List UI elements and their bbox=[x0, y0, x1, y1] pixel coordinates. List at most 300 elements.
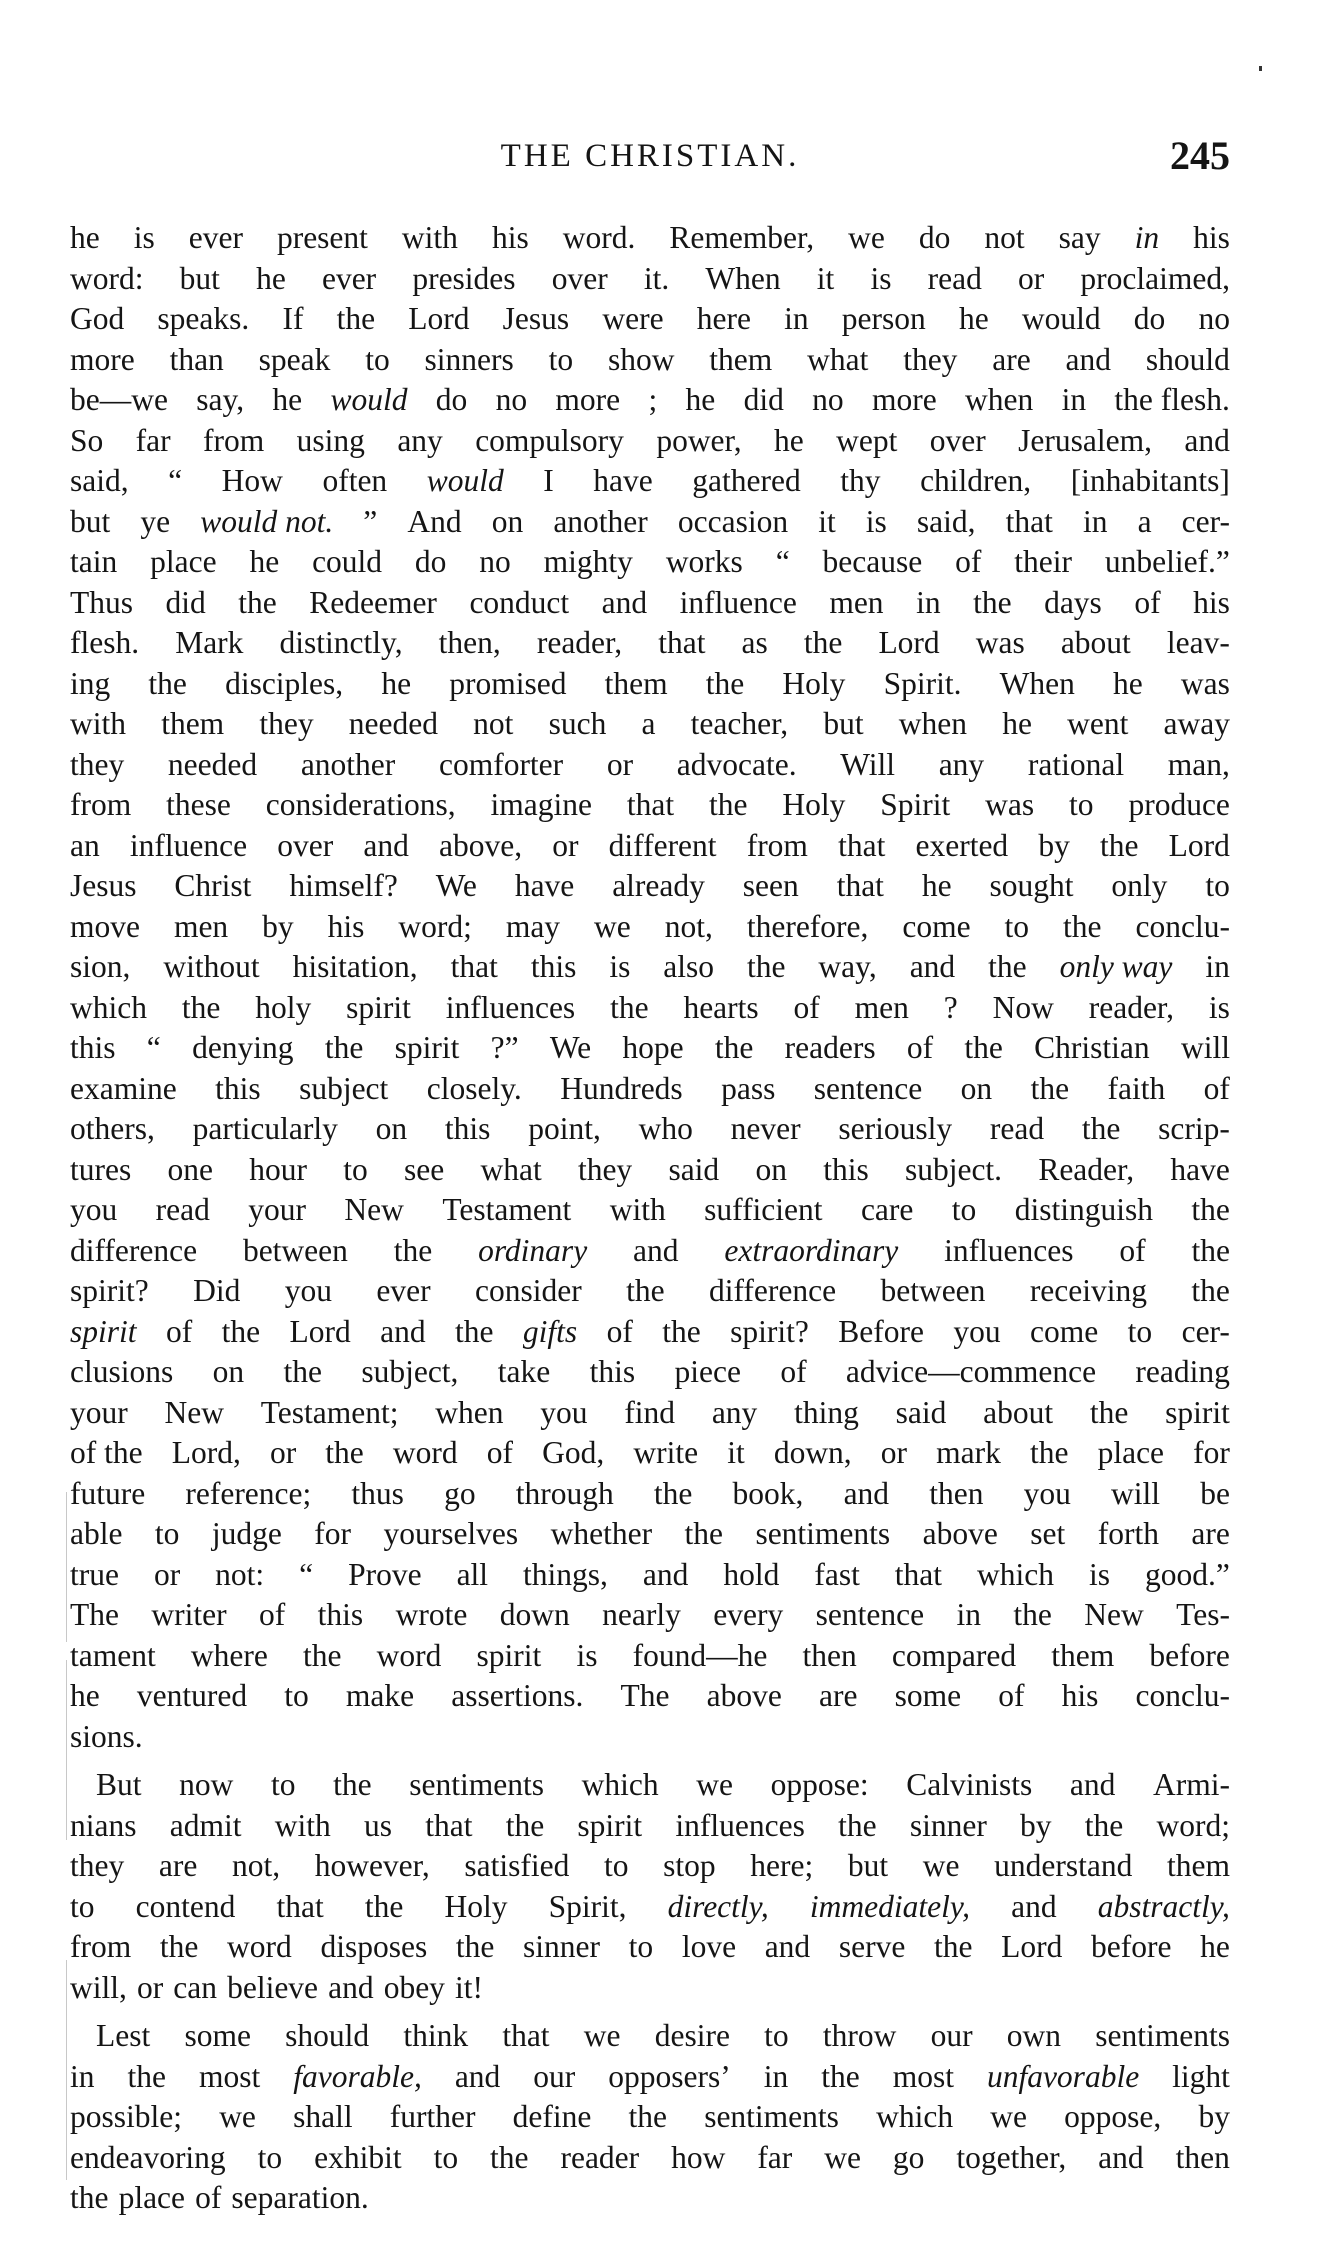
body-text bbox=[70, 218, 1230, 2219]
word: are bbox=[818, 1678, 858, 1713]
word: Spirit. bbox=[883, 665, 962, 701]
word: cer- bbox=[1181, 503, 1230, 539]
text-line bbox=[70, 1312, 1230, 1353]
word: your bbox=[248, 1192, 307, 1227]
word: them bbox=[604, 665, 668, 701]
word: conduct bbox=[469, 584, 570, 620]
word: to bbox=[1127, 1313, 1153, 1349]
word: place bbox=[118, 2180, 186, 2215]
word: and bbox=[1069, 1767, 1116, 1802]
text-line bbox=[70, 583, 1230, 624]
word: could bbox=[312, 544, 383, 579]
text-line bbox=[70, 2057, 1230, 2098]
word: writer bbox=[151, 1597, 227, 1632]
word: immediately, bbox=[809, 1888, 971, 1924]
word: he bbox=[1113, 665, 1143, 701]
word: men bbox=[854, 989, 909, 1025]
word: promised bbox=[449, 665, 567, 701]
word: understand bbox=[994, 1848, 1133, 1883]
word: Lord bbox=[408, 301, 470, 336]
word: we bbox=[848, 220, 885, 255]
word: word. bbox=[562, 220, 636, 255]
word: the bbox=[684, 1516, 723, 1551]
word: to bbox=[154, 1516, 180, 1551]
word: through bbox=[515, 1475, 614, 1511]
text-line bbox=[70, 947, 1230, 988]
word: no bbox=[812, 382, 844, 417]
word: his bbox=[1193, 584, 1230, 620]
word: ventured bbox=[136, 1678, 248, 1713]
word: over bbox=[929, 422, 986, 458]
word: more bbox=[555, 382, 621, 417]
word: he bbox=[70, 220, 100, 255]
text-line bbox=[70, 1231, 1230, 1272]
word: make bbox=[345, 1678, 415, 1713]
word: was bbox=[975, 625, 1025, 660]
word: seen bbox=[742, 868, 799, 903]
word: with bbox=[609, 1192, 666, 1227]
word: contend bbox=[135, 1888, 236, 1924]
word: already bbox=[612, 868, 705, 903]
word: thy bbox=[840, 463, 881, 498]
word: often bbox=[322, 463, 388, 498]
word: do bbox=[918, 220, 951, 255]
word: of bbox=[793, 989, 820, 1025]
word: the bbox=[838, 1807, 877, 1843]
word: the bbox=[364, 1888, 404, 1924]
word: and bbox=[633, 1232, 679, 1268]
word: in bbox=[1205, 949, 1230, 984]
word: would bbox=[330, 382, 408, 417]
word: some bbox=[894, 1678, 962, 1713]
word: occasion bbox=[677, 503, 789, 539]
word: spirit bbox=[476, 1637, 542, 1673]
text-line bbox=[70, 542, 1230, 583]
word: or bbox=[269, 1435, 297, 1470]
word: ever bbox=[376, 1273, 431, 1308]
word: the bbox=[324, 1030, 364, 1065]
margin-rule bbox=[66, 1660, 67, 1840]
word: another bbox=[300, 746, 396, 782]
text-line bbox=[70, 826, 1230, 867]
word: New bbox=[344, 1192, 404, 1227]
word: ing bbox=[70, 665, 111, 701]
word: spirit bbox=[1165, 1394, 1230, 1430]
word: men bbox=[829, 584, 884, 620]
word: of bbox=[606, 1313, 633, 1349]
word: the bbox=[1030, 1070, 1070, 1106]
word: or bbox=[153, 1556, 181, 1592]
word: define bbox=[512, 2099, 592, 2134]
word: consider bbox=[475, 1273, 582, 1308]
word: will bbox=[1111, 1475, 1161, 1511]
word: the bbox=[628, 2099, 668, 2134]
word: reader, bbox=[1088, 989, 1175, 1025]
text-line bbox=[70, 2097, 1230, 2138]
word: are bbox=[158, 1848, 198, 1883]
word: here; bbox=[750, 1848, 814, 1883]
word: said bbox=[895, 1394, 947, 1430]
word: Lord, bbox=[171, 1435, 241, 1470]
word: the bbox=[1089, 1394, 1129, 1430]
word: reader, bbox=[536, 625, 623, 660]
text-line bbox=[70, 259, 1230, 300]
word: they bbox=[259, 706, 314, 741]
word: ever bbox=[188, 220, 243, 255]
word: the bbox=[1030, 1435, 1069, 1470]
word: any bbox=[938, 746, 985, 782]
word: before bbox=[1149, 1637, 1230, 1673]
word: the bbox=[988, 949, 1027, 984]
word: Holy bbox=[782, 787, 846, 822]
text-line bbox=[70, 664, 1230, 705]
word: but bbox=[70, 503, 111, 539]
word: you bbox=[284, 1273, 333, 1308]
text-line bbox=[70, 745, 1230, 786]
text-line bbox=[70, 785, 1230, 826]
word: of bbox=[1203, 1070, 1230, 1106]
word: he bbox=[685, 382, 716, 417]
word: Testament; bbox=[260, 1394, 399, 1430]
text-line bbox=[70, 1150, 1230, 1191]
word: the bbox=[610, 989, 649, 1025]
word: in bbox=[1061, 382, 1087, 417]
word: God bbox=[70, 301, 125, 336]
word: all bbox=[456, 1556, 489, 1592]
word: his bbox=[1061, 1678, 1099, 1713]
word: word: bbox=[70, 260, 144, 296]
word: together, bbox=[956, 2139, 1067, 2175]
word: Jesus bbox=[70, 868, 137, 903]
word: to bbox=[257, 2139, 283, 2175]
word: light bbox=[1172, 2058, 1230, 2094]
word: obey bbox=[383, 1969, 445, 2005]
word: to bbox=[343, 1151, 368, 1187]
margin-rule bbox=[66, 1492, 67, 1642]
word: hour bbox=[249, 1151, 307, 1187]
word: speaks. bbox=[157, 301, 250, 336]
word: it bbox=[727, 1435, 745, 1470]
word: that bbox=[425, 1807, 473, 1843]
word: as bbox=[741, 625, 768, 660]
word: mark bbox=[936, 1435, 1001, 1470]
word: of bbox=[906, 1030, 934, 1065]
word: word bbox=[376, 1637, 442, 1673]
word: what bbox=[480, 1151, 542, 1187]
word: person bbox=[841, 301, 926, 336]
word: favorable, bbox=[293, 2058, 422, 2094]
word: no bbox=[1198, 301, 1230, 336]
word: and bbox=[380, 1313, 426, 1349]
text-line bbox=[70, 2138, 1230, 2179]
word: over bbox=[551, 260, 608, 296]
word: place bbox=[150, 544, 217, 579]
word: now bbox=[179, 1767, 234, 1802]
word: and bbox=[328, 1969, 374, 2005]
word: sentiments bbox=[1095, 2018, 1230, 2053]
text-line bbox=[70, 866, 1230, 907]
text-line bbox=[70, 1190, 1230, 1231]
word: fast bbox=[814, 1556, 860, 1592]
word: or bbox=[552, 827, 579, 863]
word: exerted bbox=[915, 827, 1009, 863]
word: for bbox=[314, 1516, 352, 1551]
word: comforter bbox=[438, 746, 564, 782]
word: ” bbox=[363, 503, 378, 539]
word: that bbox=[1005, 503, 1053, 539]
word: he bbox=[921, 868, 952, 903]
word: should bbox=[1145, 341, 1230, 377]
word: the bbox=[127, 2058, 166, 2094]
word: every bbox=[713, 1597, 784, 1632]
word: Lord bbox=[1001, 1929, 1063, 1964]
word: How bbox=[221, 463, 283, 498]
word: “ bbox=[299, 1556, 314, 1592]
word: the bbox=[302, 1637, 342, 1673]
word: we bbox=[219, 2099, 256, 2134]
word: the bbox=[181, 989, 221, 1025]
word: say, bbox=[196, 382, 245, 417]
word: spirit? bbox=[730, 1313, 809, 1349]
word: which bbox=[581, 1767, 659, 1802]
word: write bbox=[633, 1435, 699, 1470]
word: to bbox=[1205, 868, 1230, 903]
word: hisitation, bbox=[292, 949, 418, 984]
word: not, bbox=[231, 1848, 281, 1883]
word: by bbox=[262, 908, 294, 944]
word: be bbox=[1200, 1475, 1230, 1511]
word: the bbox=[336, 301, 376, 336]
word: this bbox=[70, 1030, 116, 1065]
word: Holy bbox=[444, 1888, 508, 1924]
word: cer- bbox=[1181, 1313, 1230, 1349]
word: of bbox=[1119, 1232, 1146, 1268]
word: judge bbox=[211, 1516, 282, 1551]
word: Remember, bbox=[669, 220, 815, 255]
word: he bbox=[1002, 706, 1032, 741]
word: yourselves bbox=[383, 1516, 519, 1551]
word: or bbox=[1017, 260, 1045, 296]
word: not: bbox=[215, 1556, 265, 1592]
word: to bbox=[271, 1767, 296, 1802]
word: of bbox=[165, 1313, 193, 1349]
word: our bbox=[930, 2018, 973, 2053]
word: then bbox=[802, 1637, 857, 1673]
word: which bbox=[876, 2099, 954, 2134]
text-line bbox=[70, 1806, 1230, 1847]
word: it. bbox=[643, 260, 670, 296]
word: further bbox=[389, 2099, 476, 2134]
text-line bbox=[70, 380, 1230, 421]
word: “ bbox=[168, 463, 183, 498]
word: on bbox=[491, 503, 524, 539]
word: therefore, bbox=[746, 908, 869, 944]
word: Spirit, bbox=[548, 1888, 627, 1924]
text-line bbox=[70, 461, 1230, 502]
word: things, bbox=[523, 1556, 608, 1592]
word: readers bbox=[784, 1030, 876, 1065]
word: to bbox=[1004, 908, 1030, 944]
word: considerations, bbox=[265, 787, 456, 822]
word: in bbox=[763, 2058, 789, 2094]
word: oppose: bbox=[770, 1767, 869, 1802]
word: the bbox=[455, 1313, 494, 1349]
word: the bbox=[933, 1929, 973, 1964]
word: your bbox=[70, 1394, 128, 1430]
word: his bbox=[491, 220, 529, 255]
word: in bbox=[784, 301, 809, 336]
word: I bbox=[543, 463, 554, 498]
word: the bbox=[148, 665, 187, 701]
word: forth bbox=[1097, 1516, 1159, 1551]
word: see bbox=[403, 1151, 445, 1187]
word: satisfied bbox=[464, 1848, 570, 1883]
word: his bbox=[327, 908, 365, 944]
word: would bbox=[426, 463, 504, 498]
word: love bbox=[681, 1929, 737, 1964]
word: needed bbox=[167, 746, 258, 782]
word: the bbox=[221, 1313, 261, 1349]
word: should bbox=[285, 2018, 370, 2053]
word: own bbox=[1006, 2018, 1062, 2053]
word: seriously bbox=[838, 1111, 953, 1146]
word: were bbox=[602, 301, 664, 336]
word: the bbox=[1191, 1192, 1230, 1227]
word: needed bbox=[348, 706, 438, 741]
word: spirit bbox=[577, 1807, 643, 1843]
word: pass bbox=[721, 1070, 776, 1106]
word: conclu- bbox=[1135, 908, 1230, 944]
word: and bbox=[1098, 2139, 1144, 2175]
word: able bbox=[70, 1516, 123, 1551]
text-line bbox=[70, 623, 1230, 664]
word: most bbox=[198, 2058, 261, 2094]
word: then bbox=[1175, 2139, 1230, 2175]
word: who bbox=[638, 1111, 693, 1146]
word: subject. bbox=[904, 1151, 1003, 1187]
word: the bbox=[746, 949, 786, 984]
word: to bbox=[764, 2018, 789, 2053]
word: we bbox=[583, 2018, 621, 2053]
word: imagine bbox=[490, 787, 592, 822]
word: “ bbox=[146, 1030, 161, 1065]
word: come bbox=[1030, 1313, 1099, 1349]
word: when bbox=[898, 706, 968, 741]
word: and bbox=[601, 584, 648, 620]
word: read bbox=[989, 1111, 1045, 1146]
word: subject, bbox=[361, 1354, 459, 1389]
word: ?” bbox=[490, 1030, 519, 1065]
word: man, bbox=[1167, 746, 1230, 782]
word: The bbox=[70, 1597, 119, 1632]
word: are bbox=[992, 341, 1031, 377]
word: piece bbox=[674, 1354, 741, 1389]
word: sentiments bbox=[704, 2099, 839, 2134]
word: more bbox=[70, 341, 135, 377]
word: Lord bbox=[289, 1313, 351, 1349]
word: the bbox=[1191, 1232, 1230, 1268]
word: word; bbox=[1156, 1807, 1230, 1843]
text-line bbox=[70, 2016, 1230, 2057]
word: So bbox=[70, 422, 104, 458]
word: also bbox=[663, 949, 715, 984]
word: throw bbox=[822, 2018, 897, 2053]
word: the bbox=[490, 2139, 529, 2175]
word: to bbox=[284, 1678, 309, 1713]
word: tament bbox=[70, 1637, 156, 1673]
word: tures bbox=[70, 1151, 132, 1187]
word: a bbox=[1137, 503, 1152, 539]
word: thus bbox=[351, 1475, 404, 1511]
word: advocate. bbox=[676, 746, 797, 782]
word: may bbox=[505, 908, 561, 944]
text-line bbox=[70, 299, 1230, 340]
word: said bbox=[668, 1151, 720, 1187]
word: our bbox=[533, 2058, 576, 2094]
word: down, bbox=[773, 1435, 852, 1470]
word: how bbox=[671, 2139, 726, 2175]
word: unbelief.” bbox=[1104, 544, 1230, 579]
word: Christian bbox=[1034, 1030, 1150, 1065]
text-line bbox=[70, 1765, 1230, 1806]
word: read bbox=[927, 260, 982, 296]
word: but bbox=[823, 706, 864, 741]
word: have bbox=[1170, 1151, 1230, 1187]
word: for bbox=[1193, 1435, 1230, 1470]
word: have bbox=[593, 463, 653, 498]
word: book, bbox=[732, 1475, 804, 1511]
word: the bbox=[714, 1030, 754, 1065]
word: and bbox=[909, 949, 956, 984]
word: holy bbox=[255, 989, 312, 1025]
word: he bbox=[381, 665, 412, 701]
word: and bbox=[1065, 341, 1112, 377]
word: and bbox=[764, 1929, 811, 1964]
word: God, bbox=[542, 1435, 605, 1470]
word: no bbox=[495, 382, 528, 417]
word: the bbox=[1084, 1807, 1124, 1843]
word: that bbox=[626, 787, 675, 822]
word: the bbox=[333, 1767, 372, 1802]
word: teacher, bbox=[690, 706, 789, 741]
word: endeavoring bbox=[70, 2139, 226, 2175]
paragraph-gap bbox=[70, 1757, 1230, 1765]
page-number: 245 bbox=[1170, 133, 1230, 178]
word: when bbox=[965, 382, 1034, 417]
word: sentence bbox=[815, 1597, 925, 1632]
print-speck bbox=[1259, 66, 1262, 71]
word: to bbox=[433, 2139, 459, 2175]
word: do bbox=[435, 382, 468, 417]
word: examine bbox=[70, 1070, 177, 1106]
text-line bbox=[70, 1968, 1230, 2009]
word: most bbox=[892, 2058, 954, 2094]
word: above bbox=[922, 1516, 998, 1551]
word: any bbox=[397, 422, 443, 458]
word: the bbox=[653, 1475, 693, 1511]
word: unfavorable bbox=[986, 2058, 1140, 2094]
text-line bbox=[70, 1393, 1230, 1434]
word: where bbox=[190, 1637, 268, 1673]
word: said, bbox=[916, 503, 976, 539]
word: have bbox=[514, 868, 575, 903]
text-line bbox=[70, 988, 1230, 1029]
word: we bbox=[824, 2139, 861, 2175]
word: sion, bbox=[70, 949, 131, 984]
word: they bbox=[903, 341, 958, 377]
word: from bbox=[70, 787, 132, 822]
word: advice—commence bbox=[845, 1354, 1097, 1389]
